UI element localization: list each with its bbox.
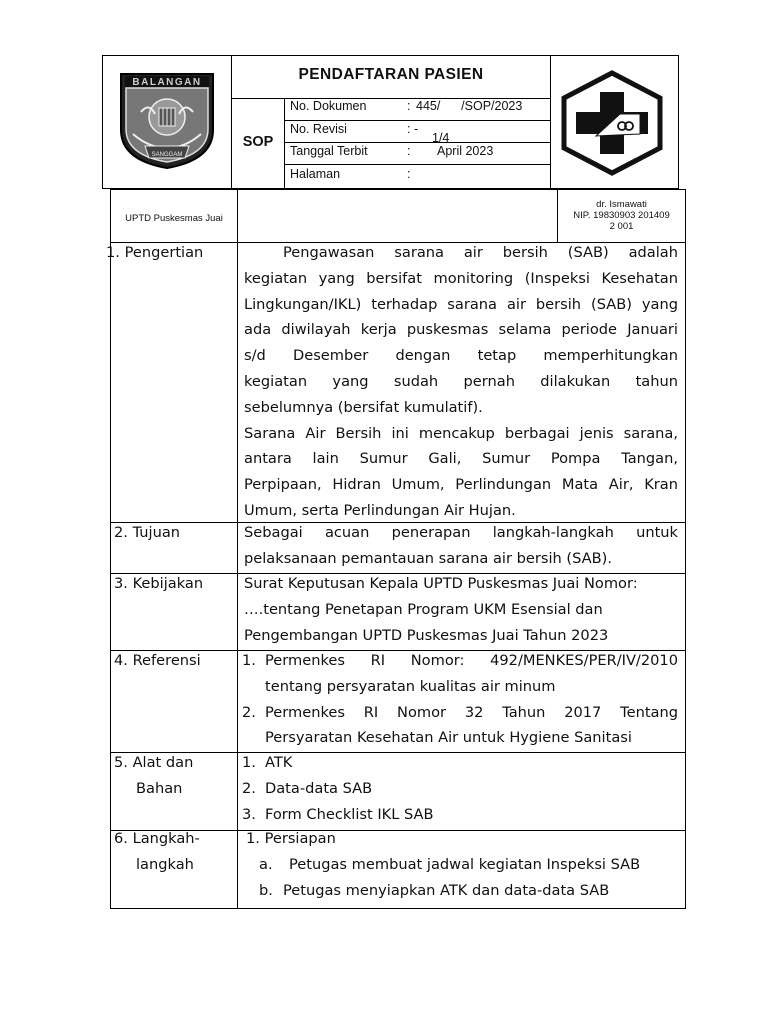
issue-date-value: April 2023 <box>437 144 494 158</box>
list-item: b. Petugas menyiapkan ATK dan data-data SAB <box>259 881 610 899</box>
tujuan-text: Sebagai acuan penerapan langkah-langkah untuk pelaksanaan pemantauan sarana air bersih (SAB). <box>244 524 678 567</box>
page-label: Halaman <box>290 167 341 181</box>
sop-label: SOP <box>242 134 274 150</box>
section-label-kebijakan: 3. Kebijakan <box>114 575 204 592</box>
list-item: 2. Data-data SAB <box>242 779 373 797</box>
unit-name: UPTD Puskesmas Juai <box>125 213 223 224</box>
langkah-heading: 1. Persiapan <box>246 830 336 847</box>
section-label-tujuan: 2. Tujuan <box>114 524 181 541</box>
issue-date-colon: : <box>407 144 411 158</box>
referensi-item: 1. Permenkes RI Nomor: 492/MENKES/PER/IV/2010 tentang persyaratan kualitas air minum <box>242 652 678 695</box>
section-label-referensi: 4. Referensi <box>114 652 201 669</box>
list-item: 1. ATK <box>242 754 293 771</box>
doc-number-colon: : <box>407 99 411 113</box>
signatory-nip: NIP. 19830903 201409 <box>573 210 670 221</box>
section-label-alat: 5. Alat dan Bahan <box>114 754 194 797</box>
section-label-pengertian: 1. Pengertian <box>106 244 204 261</box>
doc-number-label: No. Dokumen <box>290 99 367 113</box>
document-title: PENDAFTARAN PASIEN <box>298 66 484 83</box>
referensi-list <box>242 648 678 751</box>
page-colon: : <box>407 167 411 181</box>
section-label-langkah: 6. Langkah- langkah <box>114 830 200 873</box>
balangan-logo <box>119 72 215 170</box>
referensi-item: 2. Permenkes RI Nomor 32 Tahun 2017 Tentang Persyaratan Kesehatan Air untuk Hygiene Sanitasi <box>242 703 678 747</box>
issue-date-label: Tanggal Terbit <box>290 144 368 158</box>
puskesmas-logo <box>560 70 664 176</box>
doc-number-value: 445/ /SOP/2023 <box>416 99 523 113</box>
revision-colon: : - <box>407 122 419 136</box>
signatory-nip-cont: 2 001 <box>609 221 634 232</box>
list-item: 3. Form Checklist IKL SAB <box>242 805 434 823</box>
signatory-name: dr. Ismawati <box>596 199 647 210</box>
kebijakan-text: Surat Keputusan Kepala UPTD Puskesmas Juai Nomor: ….tentang Penetapan Program UKM Esensial dan Pengembangan UPTD Puskesmas Juai Tahun 2023 <box>244 575 638 644</box>
revision-label: No. Revisi <box>290 122 347 136</box>
list-item: a. Petugas membuat jadwal kegiatan Inspeksi SAB <box>259 855 641 873</box>
svg-text:BALANGAN: BALANGAN <box>132 77 202 88</box>
pengertian-text: Pengawasan sarana air bersih (SAB) adalah kegiatan yang bersifat monitoring (Inspeksi Kesehatan Lingkungan/IKL) terhadap sarana air bersih (SAB) yang ada diwilayah kerja puskesmas selama periode Januari s/d Desember dengan tetap memperhitungkan kegiatan yang sudah pernah dilakukan tahun sebelumnya (bersifat kumulatif). Sarana Air Bersih ini mencakup berbagai jenis sarana, antara lain Sumur Gali, Sumur Pompa Tangan, Perpipaan, Hidran Umum, Perlindungan Mata Air, Kran Umum, serta Perlindungan Air Hujan. <box>244 244 678 519</box>
svg-text:SANGGAM: SANGGAM <box>151 152 183 158</box>
revision-value: 1/4 <box>432 131 450 145</box>
langkah-list <box>246 826 678 903</box>
alat-list <box>242 750 678 827</box>
